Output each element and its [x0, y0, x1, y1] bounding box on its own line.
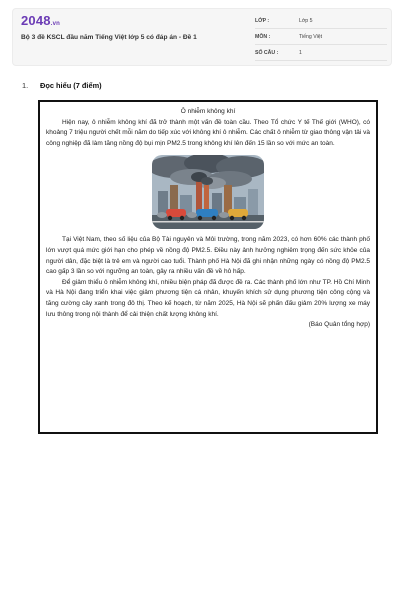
air-pollution-illustration	[152, 155, 264, 229]
meta-key: SỐ CÂU :	[255, 50, 279, 56]
reading-passage	[38, 100, 378, 434]
meta-value: Lớp 5	[299, 18, 313, 24]
passage-paragraph: Hiện nay, ô nhiễm không khí đã trở thành một vấn đề toàn cầu. Theo Tổ chức Y tế Thế giới (WHO), có khoảng 7 triệu người chết mỗi năm do tiếp xúc với không khí ô nhiễm. Các chất ô nhiễm từ giao thông vận tải và công nghiệp đã làm tăng nồng độ bụi mịn PM2.5 trong không khí lên đến 15 lần so với mức an toàn.	[46, 118, 370, 147]
meta-value: Tiếng Việt	[299, 34, 323, 40]
document-header	[12, 8, 392, 66]
site-logo[interactable]: 2048.vn	[21, 13, 61, 28]
question-title: Đọc hiểu (7 điểm)	[40, 81, 102, 90]
passage-paragraph: Để giảm thiểu ô nhiễm không khí, nhiều biện pháp đã được đề ra. Các thành phố lớn như TP. Hồ Chí Minh và Hà Nội đang triển khai việc giảm phương tiện cá nhân, khuyến khích sử dụng phương tiện công cộng và tăng cường cây xanh trong đô thị. Theo kế hoạch, từ năm 2025, Hà Nội sẽ phấn đấu giảm 20% lượng xe máy lưu thông trong nội thành để cải thiện chất lượng không khí.	[46, 278, 370, 318]
passage-source: (Báo Quân tổng hợp)	[308, 321, 370, 329]
passage-paragraph: Tại Việt Nam, theo số liệu của Bộ Tài nguyên và Môi trường, trong năm 2023, có hơn 60% các thành phố lớn vượt quá mức giới hạn cho phép về nồng độ PM2.5. Điều này ảnh hưởng nghiêm trọng đến sức khỏe của người dân, đặc biệt là trẻ em và người cao tuổi. Thành phố Hà Nội đã ghi nhận những ngày có nồng độ PM2.5 cao gấp 3 lần so với ngưỡng an toàn, gây ra nhiều vấn đề về hô hấp.	[46, 236, 370, 276]
meta-row-subject	[255, 31, 387, 45]
document-title: Bộ 3 đề KSCL đầu năm Tiếng Việt lớp 5 có đáp án - Đề 1	[21, 34, 197, 41]
meta-key: MÔN :	[255, 34, 271, 40]
passage-title: Ô nhiễm không khí	[180, 108, 236, 115]
meta-value: 1	[299, 50, 302, 56]
meta-row-class	[255, 15, 387, 29]
meta-key: LỚP :	[255, 18, 270, 24]
question-number: 1.	[22, 81, 29, 90]
meta-row-question-count	[255, 47, 387, 61]
